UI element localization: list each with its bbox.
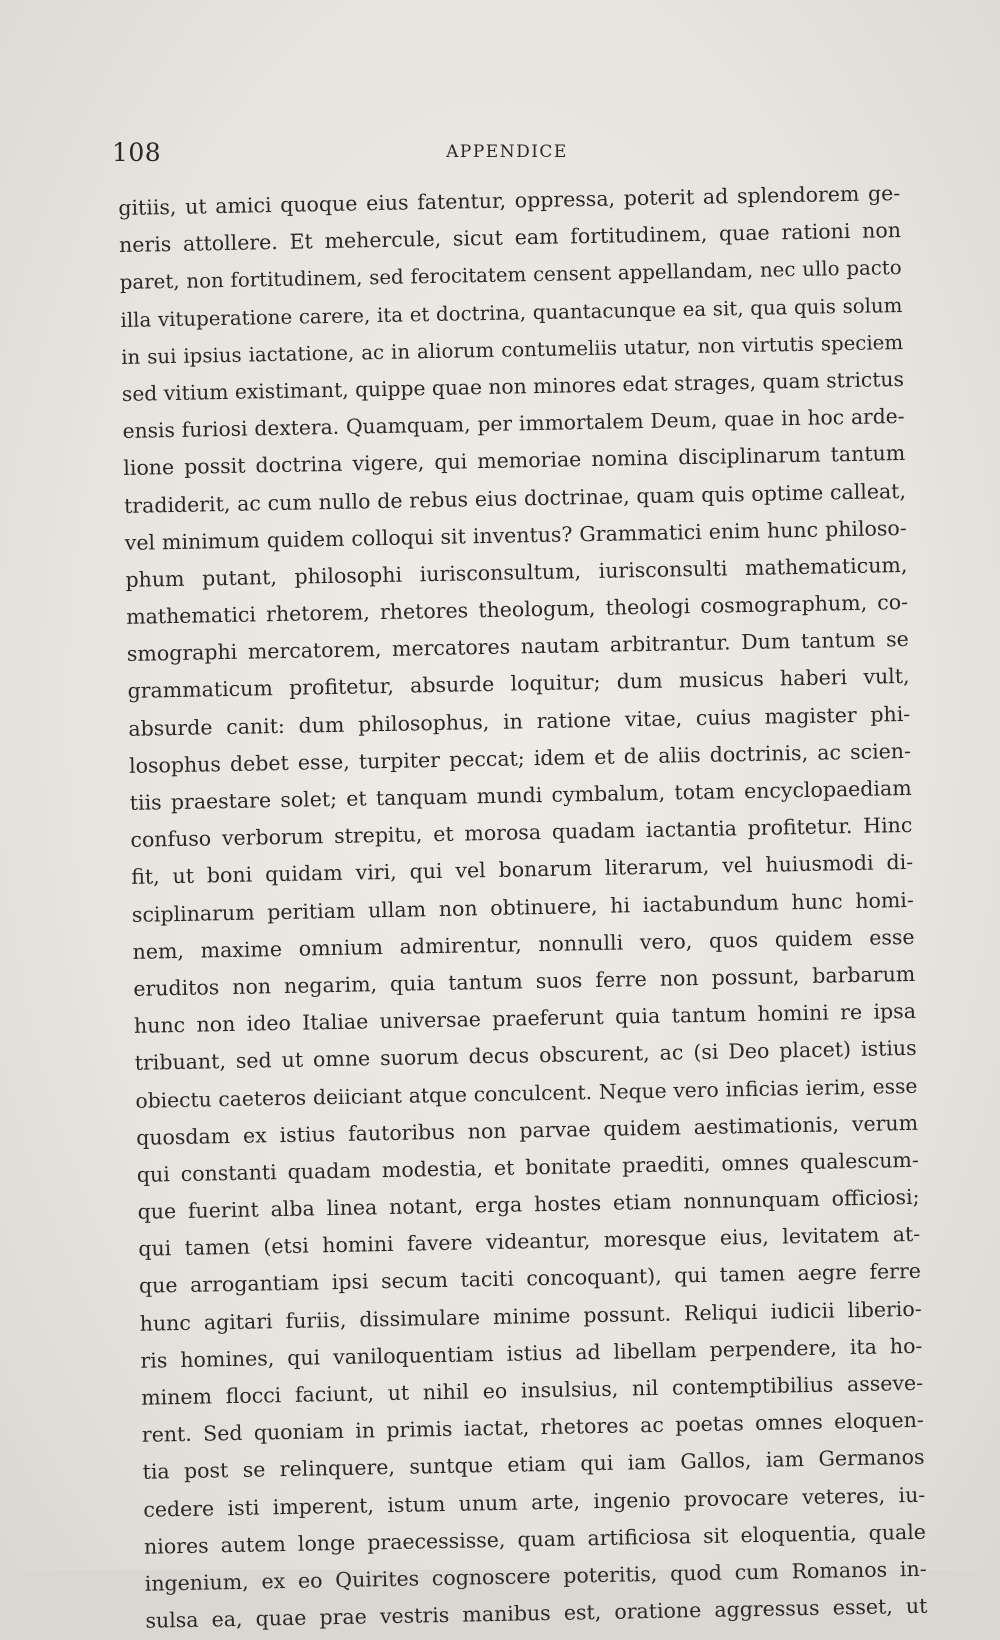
- text-line: tia post se relinquere, suntque etiam qui iam Gallos, iam Germanos: [142, 1445, 925, 1485]
- text-line: que arrogantiam ipsi secum taciti concoquant), qui tamen aegre ferre: [138, 1259, 922, 1299]
- text-line: neris attollere. Et mehercule, sicut eam fortitudinem, quae rationi non: [118, 218, 902, 258]
- text-line: absurde canit: dum philosophus, in ratione vitae, cuius magister phi-: [128, 701, 911, 741]
- text-line: gitiis, ut amici quoque eius fatentur, oppressa, poterit ad splendorem ge-: [118, 180, 901, 220]
- page-header: [112, 138, 902, 178]
- running-head: APPENDICE: [446, 142, 568, 162]
- text-line: vel minimum quidem colloqui sit inventus? Grammatici enim hunc philoso-: [124, 515, 907, 555]
- text-line: in sui ipsius iactatione, ac in aliorum contumeliis utatur, non virtutis speciem: [120, 330, 904, 369]
- text-line: tiis praestare solet; et tanquam mundi cymbalum, totam encyclopaediam: [129, 775, 912, 815]
- text-line: nem, maxime omnium admirentur, nonnulli vero, quos quidem esse: [132, 924, 915, 964]
- text-line: cedere isti imperent, istum unum arte, ingenio provocare veteres, iu-: [143, 1482, 926, 1522]
- text-line: losophus debet esse, turpiter peccat; idem et de aliis doctrinis, ac scien-: [128, 738, 912, 778]
- body-text: [118, 175, 928, 1640]
- text-line: ingenium, ex eo Quirites cognoscere poteritis, quod cum Romanos in-: [144, 1556, 927, 1596]
- text-line: qui tamen (etsi homini favere videantur, moresque eius, levitatem at-: [138, 1222, 921, 1262]
- text-line: quosdam ex istius fautoribus non parvae quidem aestimationis, verum: [135, 1110, 919, 1150]
- text-line: fit, ut boni quidam viri, qui vel bonarum literarum, vel huiusmodi di-: [130, 850, 914, 890]
- text-line: confuso verborum strepitu, et morosa quadam iactantia profitetur. Hinc: [130, 813, 913, 853]
- text-line: tradiderit, ac cum nullo de rebus eius doctrinae, quam quis optime calleat,: [123, 478, 907, 518]
- text-line: ris homines, qui vaniloquentiam istius ad libellam perpendere, ita ho-: [140, 1333, 923, 1373]
- text-line: lione possit doctrina vigere, qui memoriae nomina disciplinarum tantum: [123, 441, 906, 481]
- text-line: mathematici rhetorem, rhetores theologum, theologi cosmographum, co-: [125, 589, 909, 629]
- page-number: 108: [112, 138, 162, 167]
- text-line: sciplinarum peritiam ullam non obtinuere, hi iactabundum hunc homi-: [131, 887, 914, 927]
- text-line: ensis furiosi dextera. Quamquam, per immortalem Deum, quae in hoc arde-: [122, 404, 905, 444]
- text-line: illa vituperatione carere, ita et doctrina, quantacunque ea sit, qua quis solum: [120, 293, 903, 332]
- text-line: sed vitium existimant, quippe quae non minores edat strages, quam strictus: [121, 366, 905, 406]
- text-line: eruditos non negarim, quia tantum suos ferre non possunt, barbarum: [133, 961, 916, 1001]
- text-line: tribuant, sed ut omne suorum decus obscurent, ac (si Deo placet) istius: [134, 1036, 917, 1076]
- text-line: qui constanti quadam modestia, et bonitate praediti, omnes qualescum-: [136, 1147, 919, 1187]
- text-line: sulsa ea, quae prae vestris manibus est, oratione aggressus esset, ut: [145, 1593, 928, 1633]
- text-line: hunc non ideo Italiae universae praeferunt quia tantum homini re ipsa: [133, 998, 917, 1038]
- text-line: obiectu caeteros deiiciant atque conculcent. Neque vero inficias ierim, esse: [135, 1073, 918, 1113]
- text-line: smographi mercatorem, mercatores nautam arbitrantur. Dum tantum se: [126, 627, 909, 667]
- text-line: paret, non fortitudinem, sed ferocitatem censent appellandam, nec ullo pacto: [119, 256, 902, 295]
- text-line: que fuerint alba linea notant, erga hostes etiam nonnunquam officiosi;: [137, 1184, 920, 1224]
- text-line: minem flocci faciunt, ut nihil eo insulsius, nil contemptibilius asseve-: [140, 1370, 924, 1410]
- text-line: rent. Sed quoniam in primis iactat, rhetores ac poetas omnes eloquen-: [141, 1407, 924, 1447]
- text-line: hunc agitari furiis, dissimulare minime possunt. Reliqui iudicii liberio-: [139, 1296, 922, 1336]
- text-line: niores autem longe praecessisse, quam artificiosa sit eloquentia, quale: [143, 1519, 927, 1559]
- text-line: phum putant, philosophi iurisconsultum, iurisconsulti mathematicum,: [125, 552, 908, 592]
- text-line: grammaticum profitetur, absurde loquitur; dum musicus haberi vult,: [127, 664, 910, 704]
